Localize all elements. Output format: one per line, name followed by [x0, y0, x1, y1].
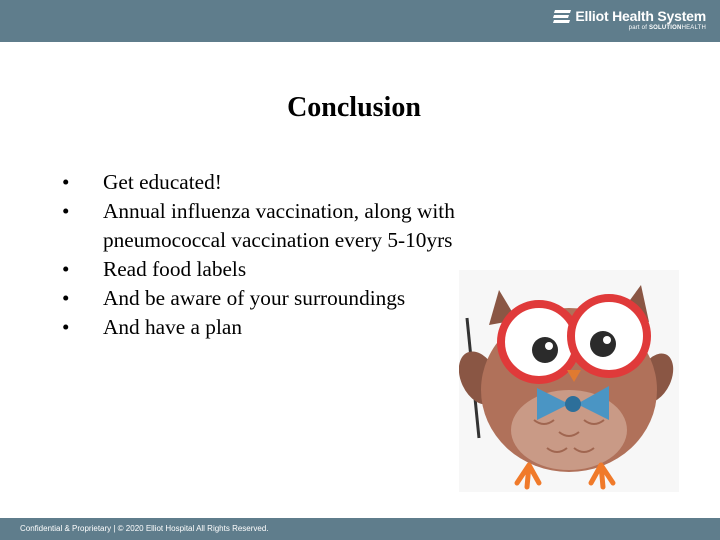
header-bar — [0, 0, 720, 42]
bullet-text: And have a plan — [103, 315, 242, 339]
footer-bar — [0, 518, 720, 540]
bullet-text: Read food labels — [103, 257, 247, 281]
slide-title: Conclusion — [287, 92, 421, 123]
bullet-item — [62, 313, 522, 342]
elliot-health-logo — [553, 8, 706, 38]
bullet-item — [62, 168, 522, 197]
owl-with-glasses-icon — [459, 270, 679, 492]
bullet-dot: • — [62, 315, 70, 339]
bullet-text: Annual influenza vaccination, along with pneumococcal vaccination every 5-10yrs — [103, 199, 455, 252]
logo-sub-prefix: part of — [628, 25, 648, 31]
elliot-logo-mark-icon — [553, 10, 571, 23]
logo-sub-suffix: HEALTH — [681, 25, 706, 31]
bullet-dot: • — [62, 170, 70, 194]
bullet-text: Get educated! — [103, 170, 222, 194]
bullet-dot: • — [62, 257, 70, 281]
bullet-item — [62, 255, 522, 284]
footer-copyright: Confidential & Proprietary | © 2020 Elliot Hospital All Rights Reserved. — [20, 524, 269, 533]
bullet-text: And be aware of your surroundings — [103, 286, 406, 310]
logo-sub-brand: SOLUTION — [648, 25, 682, 31]
bullet-item — [62, 197, 522, 255]
bullet-list — [62, 168, 522, 342]
logo-subtitle — [553, 25, 706, 31]
logo-name: Elliot Health System — [575, 8, 706, 24]
bullet-dot: • — [62, 199, 70, 223]
bullet-item — [62, 284, 522, 313]
bullet-dot: • — [62, 286, 70, 310]
